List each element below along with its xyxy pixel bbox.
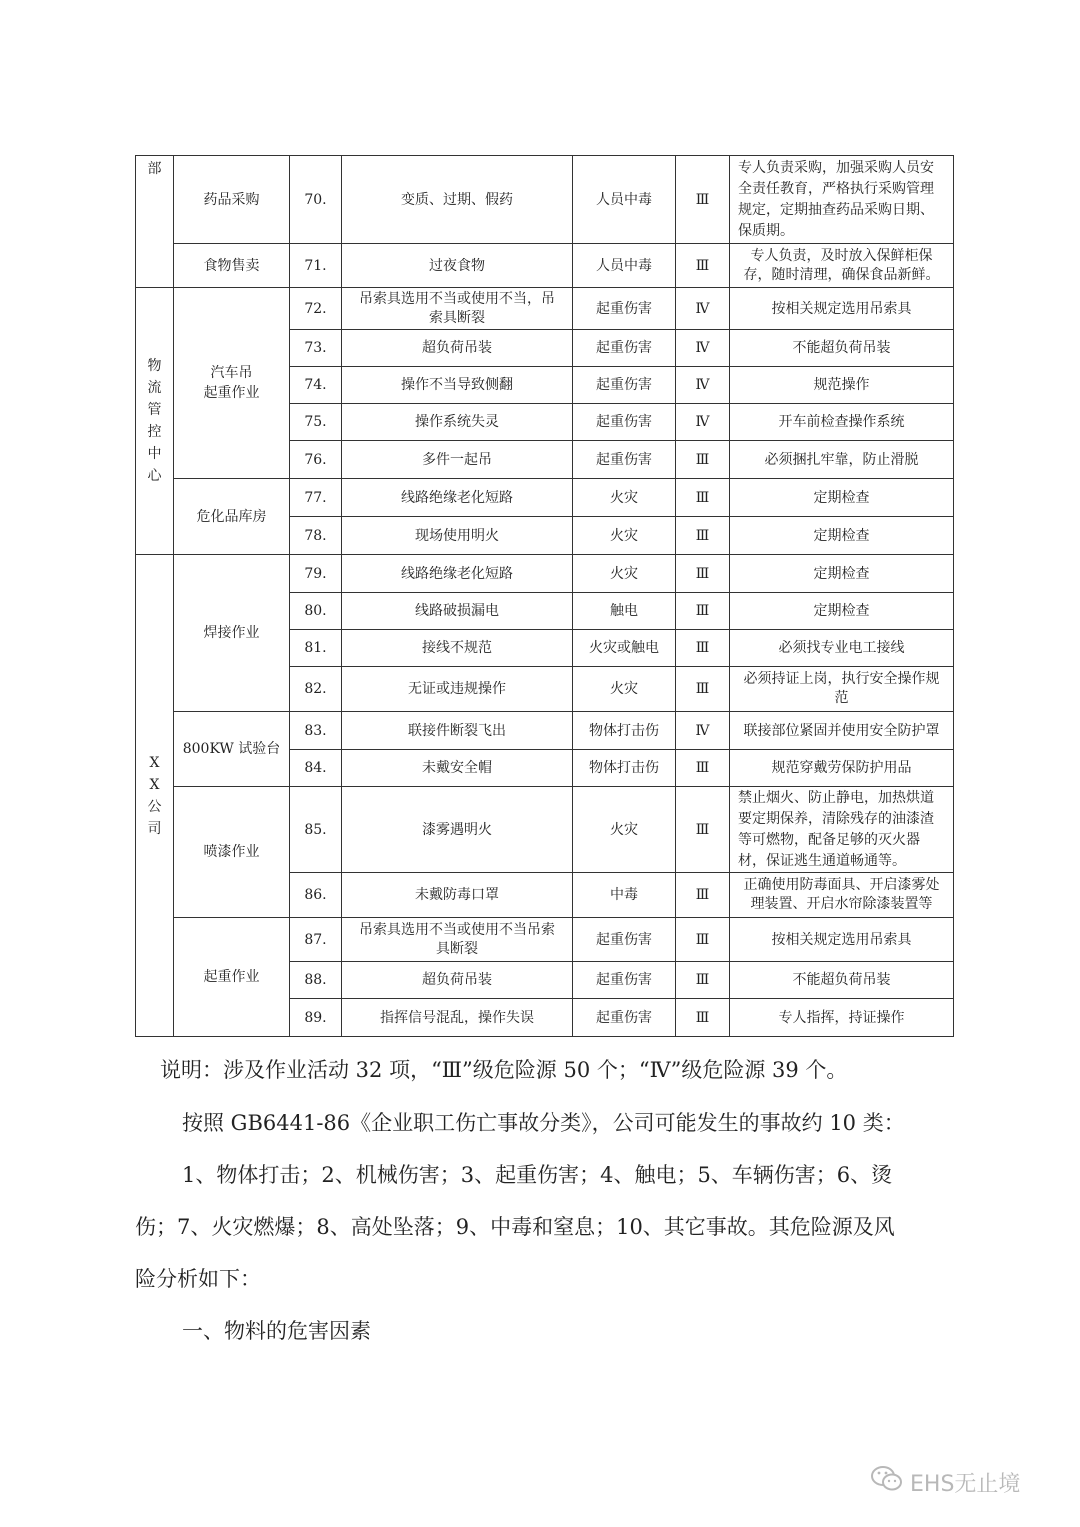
risk-level-cell: Ⅳ [676,288,730,330]
row-number: 71. [290,244,342,288]
table-row [136,244,954,288]
row-number: 75. [290,404,342,441]
activity-cell: 食物售卖 [174,244,290,288]
risk-level-cell: Ⅲ [676,244,730,288]
risk-level-cell: Ⅲ [676,593,730,630]
risk-level-cell: Ⅳ [676,712,730,750]
measure-cell: 联接部位紧固并使用安全防护罩 [730,712,954,750]
risk-level-cell: Ⅲ [676,441,730,479]
activity-cell: 800KW 试验台 [174,712,290,787]
accident-type-cell: 起重伤害 [573,288,676,330]
measure-cell: 必须找专业电工接线 [730,630,954,667]
risk-level-cell: Ⅳ [676,367,730,404]
table-row [136,555,954,593]
accident-type-cell: 起重伤害 [573,330,676,367]
accident-type-cell: 起重伤害 [573,962,676,999]
row-number: 72. [290,288,342,330]
accident-type-cell: 起重伤害 [573,918,676,962]
hazard-cell: 吊索具选用不当或使用不当，吊索具断裂 [342,288,573,330]
risk-level-cell: Ⅲ [676,873,730,918]
accident-type-cell: 火灾 [573,787,676,873]
accident-type-cell: 火灾 [573,555,676,593]
accident-type-cell: 起重伤害 [573,999,676,1037]
hazard-cell: 线路绝缘老化短路 [342,479,573,517]
table-row [136,288,954,330]
risk-level-cell: Ⅲ [676,517,730,555]
table-row [136,918,954,962]
risk-level-cell: Ⅲ [676,555,730,593]
activity-cell: 汽车吊 起重作业 [174,288,290,479]
accident-type-cell: 火灾 [573,517,676,555]
measure-cell: 定期检查 [730,593,954,630]
measure-cell: 定期检查 [730,517,954,555]
risk-level-cell: Ⅳ [676,404,730,441]
dept-cell: 部 [136,156,174,288]
hazard-cell: 多件一起吊 [342,441,573,479]
risk-table [135,155,954,1037]
table-row [136,479,954,517]
hazard-cell: 线路破损漏电 [342,593,573,630]
measure-cell: 必须持证上岗，执行安全操作规范 [730,667,954,712]
risk-level-cell: Ⅳ [676,330,730,367]
dept-cell: XX公司 [136,555,174,1037]
hazard-cell: 无证或违规操作 [342,667,573,712]
activity-cell: 焊接作业 [174,555,290,712]
note-text: 说明：涉及作业活动 32 项，“Ⅲ”级危险源 50 个；“Ⅳ”级危险源 39 个。 [160,1058,848,1082]
hazard-cell: 变质、过期、假药 [342,156,573,244]
risk-level-cell: Ⅲ [676,750,730,787]
row-number: 78. [290,517,342,555]
hazard-cell: 操作不当导致侧翻 [342,367,573,404]
accident-type-cell: 起重伤害 [573,404,676,441]
hazard-cell: 操作系统失灵 [342,404,573,441]
row-number: 70. [290,156,342,244]
measure-cell: 规范操作 [730,367,954,404]
row-number: 73. [290,330,342,367]
row-number: 83. [290,712,342,750]
accident-type-cell: 火灾 [573,667,676,712]
measure-cell: 定期检查 [730,479,954,517]
risk-level-cell: Ⅲ [676,918,730,962]
measure-cell: 不能超负荷吊装 [730,330,954,367]
hazard-cell: 接线不规范 [342,630,573,667]
risk-level-cell: Ⅲ [676,156,730,244]
measure-cell: 专人指挥，持证操作 [730,999,954,1037]
row-number: 76. [290,441,342,479]
wechat-icon [870,1465,904,1499]
activity-cell: 喷漆作业 [174,787,290,918]
watermark-text: EHS无止境 [910,1471,1021,1497]
risk-level-cell: Ⅲ [676,479,730,517]
accident-type-cell: 起重伤害 [573,441,676,479]
accident-type-cell: 中毒 [573,873,676,918]
hazard-cell: 超负荷吊装 [342,330,573,367]
measure-cell: 禁止烟火、防止静电，加热烘道要定期保养，清除残存的油漆渣等可燃物，配备足够的灭火器材，保证逃生通道畅通等。 [730,787,954,873]
table-row [136,156,954,244]
paragraph-accidents-1: 1、物体打击；2、机械伤害；3、起重伤害；4、触电；5、车辆伤害；6、烫 [182,1163,893,1187]
accident-type-cell: 人员中毒 [573,244,676,288]
hazard-cell: 未戴安全帽 [342,750,573,787]
row-number: 89. [290,999,342,1037]
dept-cell: 物流管控中心 [136,288,174,555]
risk-level-cell: Ⅲ [676,962,730,999]
paragraph-standard: 按照 GB6441-86《企业职工伤亡事故分类》，公司可能发生的事故约 10 类： [182,1111,905,1135]
risk-level-cell: Ⅲ [676,630,730,667]
activity-cell: 危化品库房 [174,479,290,555]
hazard-cell: 联接件断裂飞出 [342,712,573,750]
paragraph-accidents-2: 伤；7、火灾燃爆；8、高处坠落；9、中毒和窒息；10、其它事故。其危险源及风 [135,1215,895,1239]
section-heading: 一、物料的危害因素 [182,1319,371,1343]
watermark [870,1465,1020,1499]
row-number: 86. [290,873,342,918]
hazard-cell: 过夜食物 [342,244,573,288]
measure-cell: 必须捆扎牢靠，防止滑脱 [730,441,954,479]
hazard-cell: 指挥信号混乱，操作失误 [342,999,573,1037]
row-number: 80. [290,593,342,630]
hazard-cell: 现场使用明火 [342,517,573,555]
measure-cell: 专人负责采购，加强采购人员安全责任教育，严格执行采购管理规定，定期抽查药品采购日期、保质期。 [730,156,954,244]
accident-type-cell: 火灾 [573,479,676,517]
row-number: 74. [290,367,342,404]
accident-type-cell: 物体打击伤 [573,712,676,750]
accident-type-cell: 物体打击伤 [573,750,676,787]
risk-level-cell: Ⅲ [676,999,730,1037]
measure-cell: 不能超负荷吊装 [730,962,954,999]
hazard-cell: 漆雾遇明火 [342,787,573,873]
row-number: 84. [290,750,342,787]
measure-cell: 正确使用防毒面具、开启漆雾处理装置、开启水帘除漆装置等 [730,873,954,918]
row-number: 82. [290,667,342,712]
measure-cell: 按相关规定选用吊索具 [730,288,954,330]
hazard-cell: 未戴防毒口罩 [342,873,573,918]
activity-cell: 起重作业 [174,918,290,1037]
row-number: 79. [290,555,342,593]
accident-type-cell: 火灾或触电 [573,630,676,667]
risk-level-cell: Ⅲ [676,667,730,712]
row-number: 85. [290,787,342,873]
row-number: 77. [290,479,342,517]
accident-type-cell: 起重伤害 [573,367,676,404]
risk-level-cell: Ⅲ [676,787,730,873]
row-number: 81. [290,630,342,667]
hazard-cell: 超负荷吊装 [342,962,573,999]
row-number: 87. [290,918,342,962]
accident-type-cell: 触电 [573,593,676,630]
hazard-cell: 吊索具选用不当或使用不当吊索具断裂 [342,918,573,962]
activity-cell: 药品采购 [174,156,290,244]
measure-cell: 开车前检查操作系统 [730,404,954,441]
measure-cell: 规范穿戴劳保防护用品 [730,750,954,787]
table-row [136,712,954,750]
paragraph-accidents-3: 险分析如下： [135,1267,261,1291]
row-number: 88. [290,962,342,999]
accident-type-cell: 人员中毒 [573,156,676,244]
hazard-cell: 线路绝缘老化短路 [342,555,573,593]
table-row [136,787,954,873]
measure-cell: 定期检查 [730,555,954,593]
measure-cell: 专人负责，及时放入保鲜柜保存，随时清理，确保食品新鲜。 [730,244,954,288]
measure-cell: 按相关规定选用吊索具 [730,918,954,962]
